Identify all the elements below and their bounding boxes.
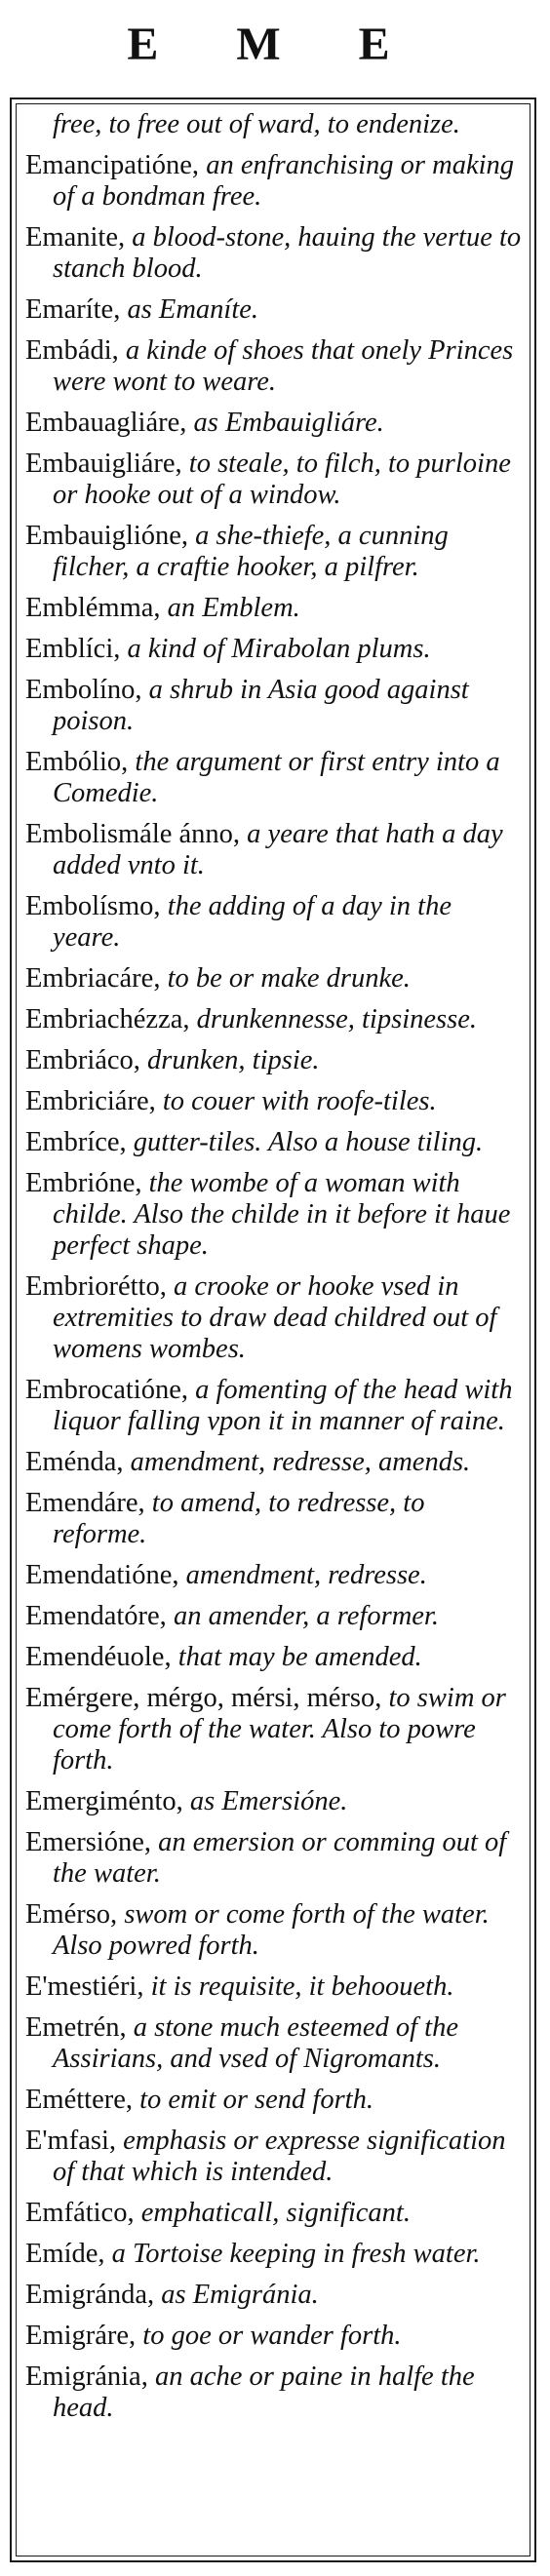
entry-headword: Eméttere,	[25, 2085, 133, 2115]
entry-headword: Emigránda,	[25, 2280, 155, 2310]
entry-headword: Emergiménto,	[25, 1786, 183, 1816]
entry-headword: Embriorétto,	[25, 1271, 167, 1302]
entry-headword: Embolíno,	[25, 675, 142, 705]
dictionary-entry	[25, 1375, 523, 1437]
page-header: E M E	[127, 19, 423, 70]
entry-definition: a Tortoise keeping in fresh water.	[111, 2239, 481, 2269]
entry-headword: Emigránia,	[25, 2361, 148, 2392]
entry-definition: amendment, redresse.	[185, 1560, 427, 1590]
entry-definition: to amend, to redresse, to reforme.	[53, 1488, 425, 1549]
entry-headword: Emendatióne,	[25, 1560, 179, 1590]
entry-definition: a blood-stone, hauing the vertue to stanch blood.	[53, 222, 522, 284]
dictionary-entry	[25, 634, 523, 665]
entry-definition: that may be amended.	[177, 1642, 422, 1672]
entry-definition: as Emaníte.	[127, 294, 259, 325]
dictionary-entry	[25, 1004, 523, 1035]
entry-definition: drunkennesse, tipsinesse.	[196, 1004, 477, 1034]
entry-definition: a kinde of shoes that onely Princes were wont to weare.	[53, 335, 514, 397]
dictionary-entry	[25, 2361, 523, 2424]
entry-headword: Embádi,	[25, 335, 119, 366]
dictionary-entry	[25, 1683, 523, 1776]
entry-headword: Emérso,	[25, 1899, 118, 1930]
entry-definition: as Emigránia.	[161, 2280, 319, 2310]
entry-headword: Embrocatióne,	[25, 1375, 188, 1405]
dictionary-entry	[25, 150, 523, 213]
entry-headword: Emendéuole,	[25, 1642, 172, 1672]
entry-headword: Emblémma,	[25, 593, 161, 623]
dictionary-entry	[25, 891, 523, 954]
dictionary-entry	[25, 963, 523, 995]
entry-headword: Embauigliáre,	[25, 449, 182, 479]
entry-headword: Emanite,	[25, 222, 126, 253]
dictionary-column	[10, 98, 536, 2562]
dictionary-entry	[25, 521, 523, 583]
dictionary-entry	[25, 222, 523, 285]
entry-headword: Embauiglióne,	[25, 521, 189, 551]
dictionary-entry	[25, 2239, 523, 2270]
entry-definition: the adding of a day in the yeare.	[53, 891, 452, 953]
dictionary-entry	[25, 1899, 523, 1962]
entry-definition: as Emersióne.	[189, 1786, 348, 1816]
entry-definition: to goe or wander forth.	[142, 2321, 402, 2351]
entry-definition: a kind of Mirabolan plums.	[127, 634, 431, 664]
entry-headword: Embriáco,	[25, 1045, 140, 1075]
entry-definition: an emersion or comming out of the water.	[53, 1827, 507, 1889]
entry-definition: swom or come forth of the water. Also powred forth.	[53, 1899, 490, 1961]
dictionary-entry	[25, 1488, 523, 1550]
entry-definition: emphaticall, significant.	[140, 2198, 411, 2228]
entry-definition: to steale, to filch, to purloine or hooke out of a window.	[53, 449, 511, 510]
dictionary-entry	[25, 1827, 523, 1890]
dictionary-entry	[25, 1560, 523, 1591]
entry-definition: an ache or paine in halfe the head.	[53, 2361, 475, 2423]
dictionary-entry	[25, 2280, 523, 2311]
entry-headword: Emetrén,	[25, 2012, 127, 2043]
entry-definition: drunken, tipsie.	[147, 1045, 320, 1075]
dictionary-entry	[25, 449, 523, 511]
dictionary-entry	[25, 819, 523, 881]
entry-headword: Embriciáre,	[25, 1086, 156, 1116]
dictionary-entry	[25, 1271, 523, 1365]
entry-headword: Embólio,	[25, 747, 129, 777]
entry-headword: Emíde,	[25, 2239, 105, 2269]
entry-definition: a she-thiefe, a cunning filcher, a craftie hooker, a pilfrer.	[53, 521, 449, 582]
dictionary-entry	[25, 335, 523, 398]
entry-headword: Embolismále ánno,	[25, 819, 241, 849]
entry-headword: Eménda,	[25, 1447, 124, 1477]
dictionary-entry	[25, 593, 523, 624]
entry-headword: Emancipatióne,	[25, 150, 200, 180]
entry-headword: Emendatóre,	[25, 1601, 167, 1631]
dictionary-entry	[25, 675, 523, 737]
dictionary-entry	[25, 109, 523, 140]
entry-definition: a stone much esteemed of the Assirians, and vsed of Nigromants.	[53, 2012, 458, 2074]
entry-headword: Embolísmo,	[25, 891, 161, 921]
entry-definition: the wombe of a woman with childe. Also the childe in it before it haue perfect shape.	[53, 1168, 511, 1261]
entry-headword: Emblíci,	[25, 634, 121, 664]
entry-definition: as Embauigliáre.	[193, 408, 384, 438]
entry-headword: Emérgere, mérgo, mérsi, mérso,	[25, 1683, 382, 1713]
dictionary-entry	[25, 1127, 523, 1158]
entry-definition: a crooke or hooke vsed in extremities to draw dead childred out of womens wombes.	[53, 1271, 497, 1364]
entry-definition: it is requisite, it behooueth.	[150, 1971, 454, 2002]
dictionary-entry	[25, 1642, 523, 1673]
entry-headword: Embauagliáre,	[25, 408, 187, 438]
dictionary-entry	[25, 1447, 523, 1478]
dictionary-entry	[25, 1086, 523, 1117]
dictionary-entry	[25, 2085, 523, 2116]
entry-definition: emphasis or expresse signification of that which is intended.	[53, 2126, 506, 2187]
dictionary-entry	[25, 1168, 523, 1262]
entry-headword: Emaríte,	[25, 294, 121, 325]
entry-headword: Embrióne,	[25, 1168, 142, 1198]
entry-definition: to couer with roofe-tiles.	[162, 1086, 437, 1116]
entry-definition: a shrub in Asia good against poison.	[53, 675, 469, 736]
dictionary-entry	[25, 1045, 523, 1076]
entry-definition: an enfranchising or making of a bondman free.	[53, 150, 515, 212]
dictionary-entry	[25, 2126, 523, 2188]
entry-definition: a fomenting of the head with liquor falling vpon it in manner of raine.	[53, 1375, 513, 1436]
dictionary-entry	[25, 747, 523, 809]
entry-definition: to be or make drunke.	[167, 963, 411, 994]
entry-headword: Emersióne,	[25, 1827, 152, 1857]
entry-definition: free, to free out of ward, to endenize.	[53, 109, 460, 139]
entry-headword: Embríce,	[25, 1127, 127, 1157]
entry-definition: an Emblem.	[167, 593, 300, 623]
entry-definition: an amender, a reformer.	[173, 1601, 439, 1631]
entry-headword: E'mestiéri,	[25, 1971, 144, 2002]
entry-definition: amendment, redresse, amends.	[130, 1447, 471, 1477]
entry-definition: gutter-tiles. Also a house tiling.	[133, 1127, 484, 1157]
entry-headword: Embriachézza,	[25, 1004, 190, 1034]
dictionary-entry	[25, 2012, 523, 2075]
entry-definition: a yeare that hath a day added vnto it.	[53, 819, 503, 880]
entry-definition: the argument or first entry into a Comedie.	[53, 747, 500, 808]
entry-headword: Emendáre,	[25, 1488, 145, 1518]
dictionary-entry	[25, 2321, 523, 2352]
dictionary-entry	[25, 294, 523, 326]
dictionary-entry	[25, 408, 523, 439]
entry-headword: E'mfasi,	[25, 2126, 116, 2156]
entry-headword: Emfático,	[25, 2198, 135, 2228]
entry-definition: to emit or send forth.	[139, 2085, 373, 2115]
dictionary-entry	[25, 1786, 523, 1817]
entry-headword: Embriacáre,	[25, 963, 161, 994]
entry-headword: Emigráre,	[25, 2321, 137, 2351]
entry-definition: to swim or come forth of the water. Also to powre forth.	[53, 1683, 506, 1776]
dictionary-entry	[25, 2198, 523, 2229]
dictionary-entry	[25, 1971, 523, 2003]
entry-list	[25, 109, 523, 2434]
dictionary-entry	[25, 1601, 523, 1632]
